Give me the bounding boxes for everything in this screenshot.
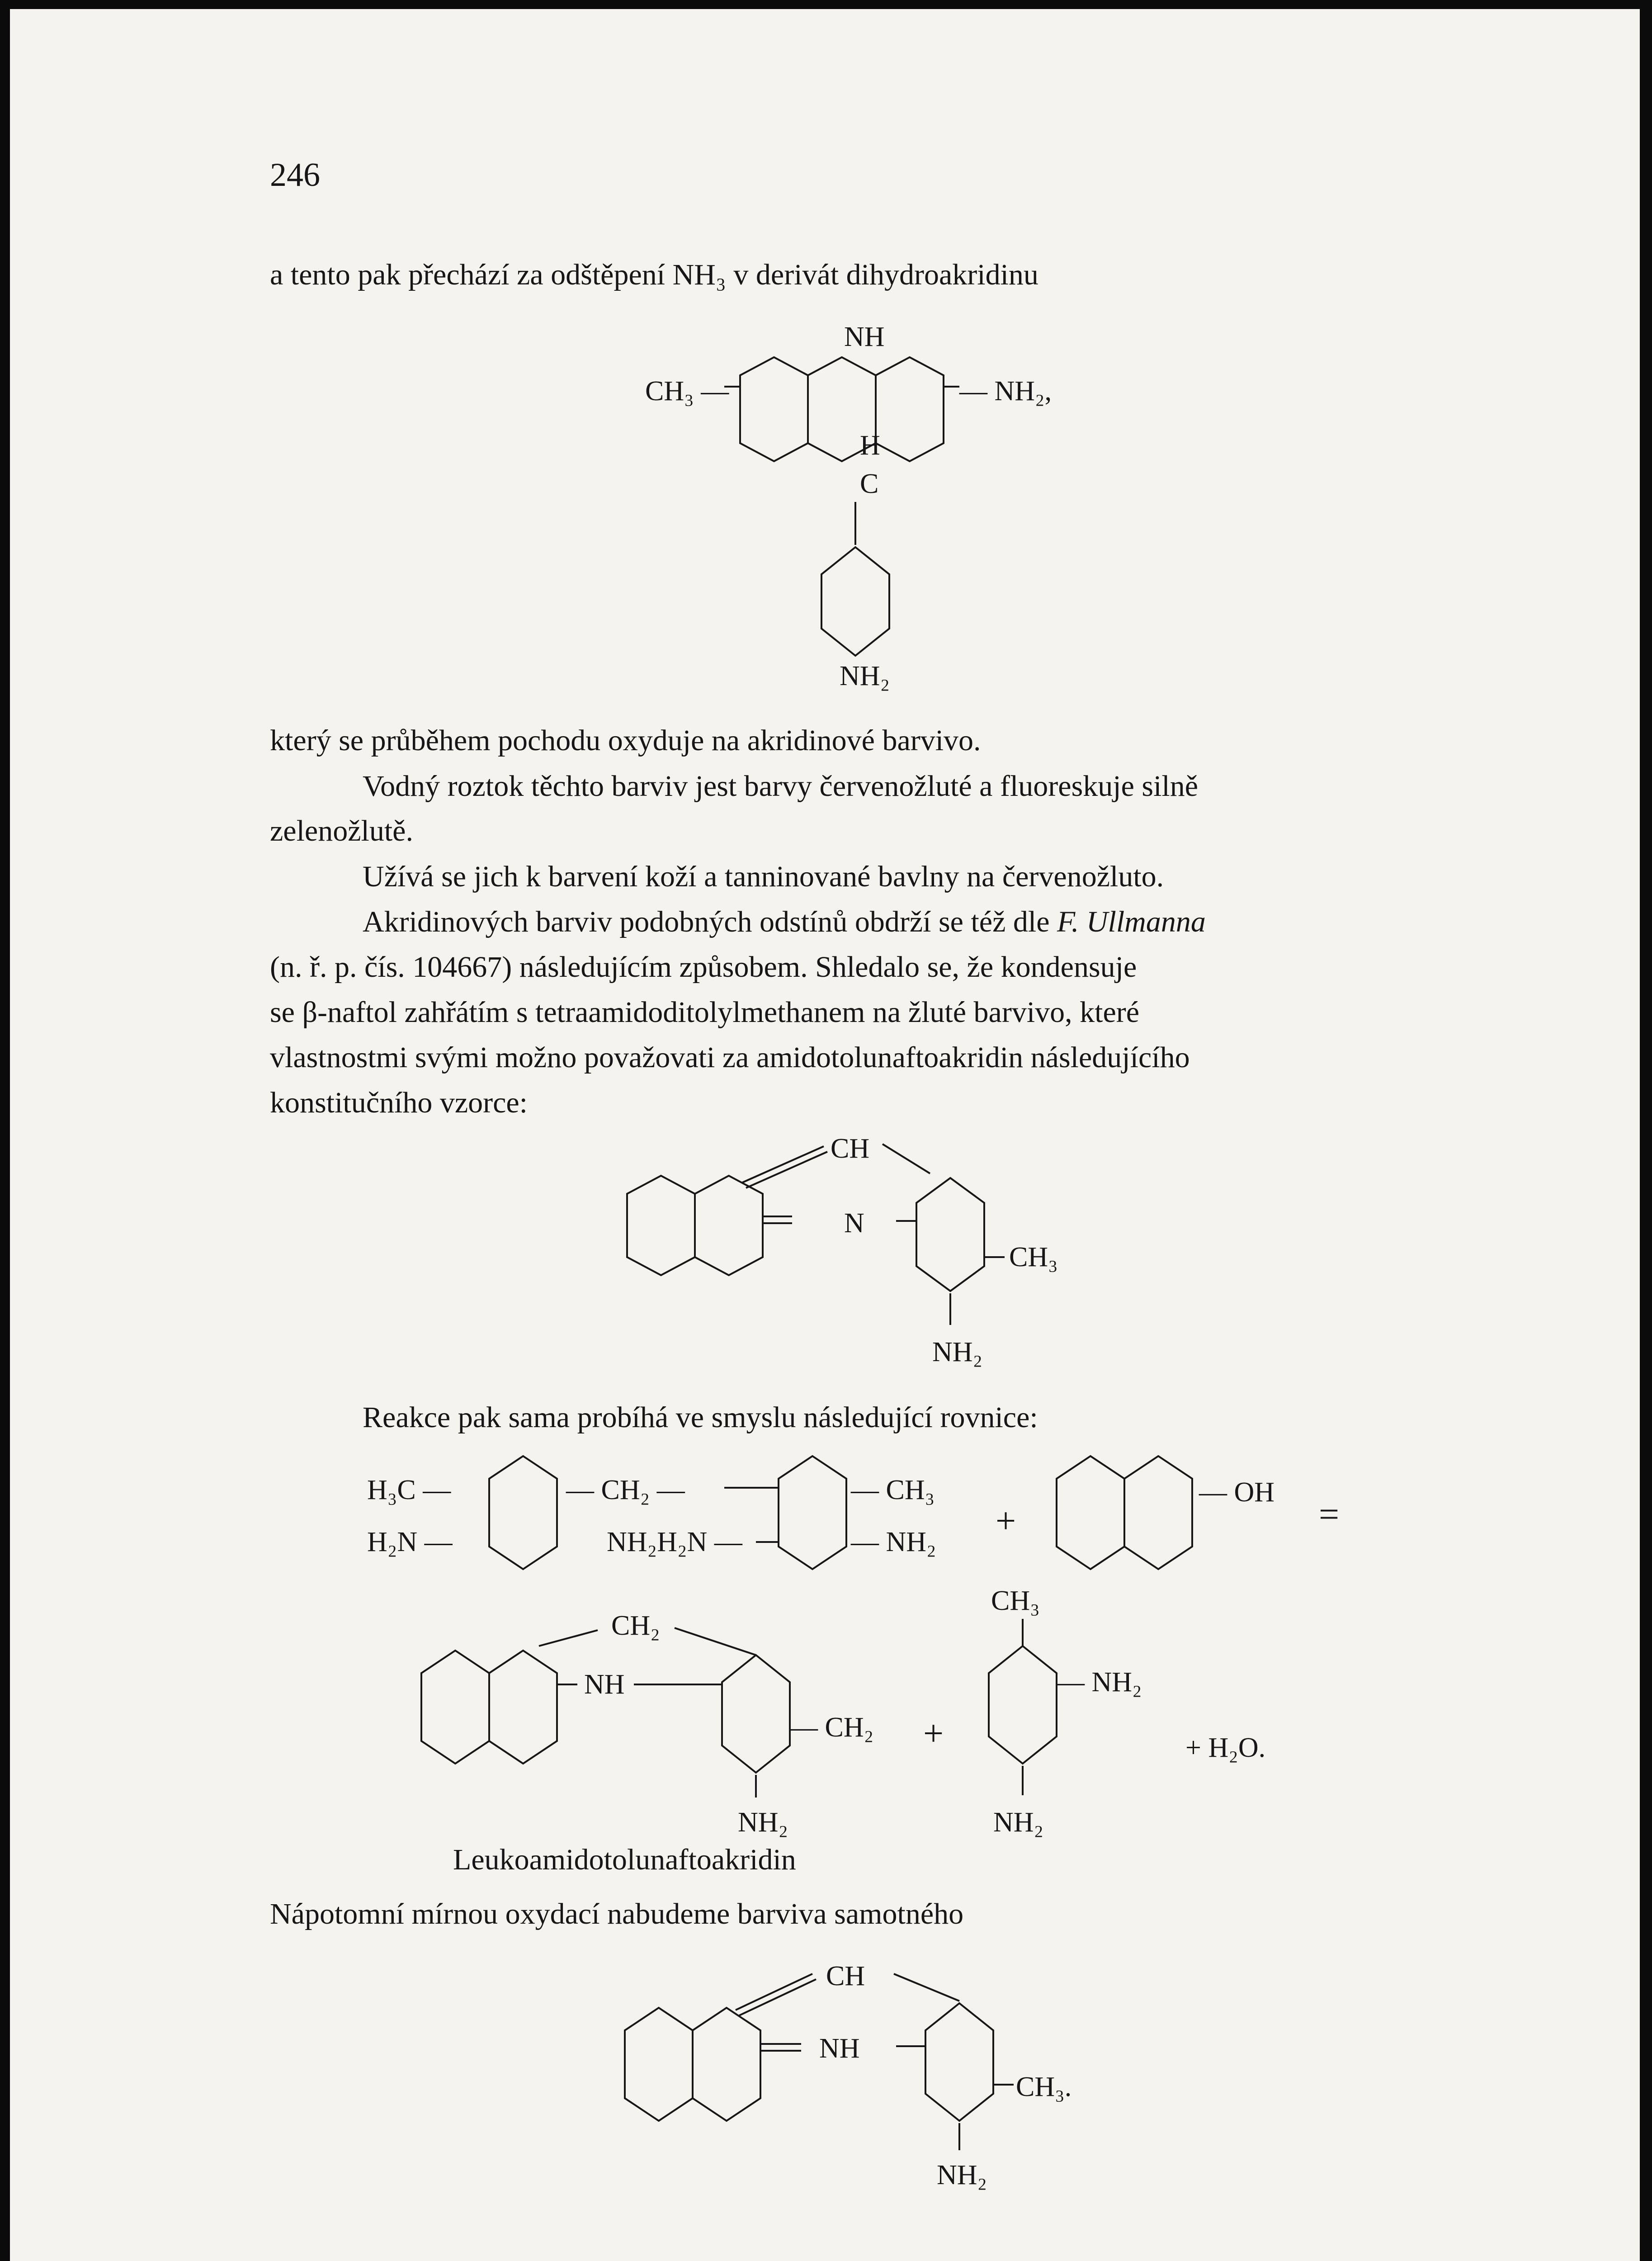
benzene-ring (489, 1456, 557, 1569)
bond-line (894, 1974, 959, 2001)
label-nh2: NH₂ (840, 661, 890, 691)
label-h: H (860, 430, 880, 461)
text-line: vlastnostmi svými možno považovati za amidotolunaftoakridin následujícího (270, 1041, 1190, 1074)
author-name: F. Ullmanna (1057, 905, 1206, 938)
text-line: zelenožlutě. (270, 814, 413, 847)
naphthalene-ring (1057, 1456, 1124, 1569)
label-nh: NH (584, 1669, 625, 1700)
bond-line (883, 1144, 930, 1173)
text-line: Užívá se jich k barvení koží a tanninované bavlny na červenožluto. (363, 860, 1164, 893)
label-plus-h2o: + H₂O. (1185, 1732, 1266, 1763)
double-bond (739, 1979, 816, 2015)
formula-reactants (367, 1456, 1339, 1569)
page-number: 246 (270, 156, 320, 194)
label-nh: NH (844, 322, 885, 352)
plus-sign: + (996, 1501, 1016, 1541)
label-ch2: — CH₂ — (566, 1475, 685, 1505)
label-nh2h2n: NH₂H₂N — (607, 1527, 742, 1557)
text-line: konstitučního vzorce: (270, 1086, 528, 1119)
formula-dihydroacridine (645, 322, 1052, 691)
text-line: který se průběhem pochodu oxyduje na akridinové barvivo. (270, 724, 981, 757)
formula-products (421, 1585, 1265, 1838)
naphthalene-ring (489, 1651, 557, 1764)
label-nh2: — NH₂ (1057, 1667, 1142, 1698)
benzene-ring (740, 357, 808, 461)
benzene-ring (779, 1456, 846, 1569)
naphthalene-ring (695, 1176, 763, 1275)
label-nh2: — NH₂ (851, 1527, 936, 1557)
label-h2n: H₂N — (367, 1527, 453, 1557)
equals-sign: = (1319, 1495, 1340, 1534)
bond-line (675, 1628, 756, 1655)
document-page (10, 9, 1640, 2261)
label-nh2: — NH₂, (959, 376, 1052, 407)
formula-caption: Leukoamidotolunaftoakridin (453, 1843, 796, 1876)
formula-amidotolunaphthoacridine (627, 1133, 1058, 1367)
label-nh2: NH₂ (738, 1807, 788, 1838)
label-ch: CH (826, 1961, 865, 1991)
label-ch3: CH₃ — (645, 376, 729, 407)
label-n: N (844, 1208, 864, 1239)
text-line: Vodný roztok těchto barviv jest barvy červenožluté a fluoreskuje silně (363, 770, 1199, 803)
benzene-ring (925, 2003, 993, 2121)
label-c: C (860, 468, 879, 499)
label-ch3: CH₃ (1009, 1242, 1058, 1272)
naphthalene-ring (1124, 1456, 1192, 1569)
label-ch: CH (831, 1133, 870, 1164)
label-nh: NH (819, 2033, 860, 2064)
benzene-ring (722, 1655, 790, 1773)
label-ch2: CH₂ (611, 1610, 660, 1641)
text-line: (n. ř. p. čís. 104667) následujícím způsobem. Shledalo se, že kondensuje (270, 951, 1137, 984)
label-ch2: — CH₂ (790, 1712, 874, 1743)
text-span: Akridinových barviv podobných odstínů obdrží se též dle (363, 905, 1057, 938)
benzene-ring (876, 357, 944, 461)
label-ch3: CH₃. (1016, 2072, 1072, 2102)
double-bond (736, 1974, 812, 2010)
naphthalene-ring (625, 2008, 693, 2121)
naphthalene-ring (421, 1651, 489, 1764)
label-ch3: — CH₃ (851, 1475, 935, 1505)
label-nh2: NH₂ (932, 1337, 983, 1367)
label-oh: — OH (1199, 1477, 1275, 1508)
label-nh2: NH₂ (993, 1807, 1044, 1838)
text-line: Reakce pak sama probíhá ve smyslu následující rovnice: (363, 1401, 1038, 1434)
naphthalene-ring (693, 2008, 760, 2121)
naphthalene-ring (627, 1176, 695, 1275)
benzene-ring (989, 1646, 1057, 1764)
label-ch3: CH₃ (991, 1585, 1040, 1616)
text-line: a tento pak přechází za odštěpení NH₃ v derivát dihydroakridinu (270, 258, 1038, 291)
double-bond (742, 1146, 824, 1183)
plus-sign: + (923, 1714, 944, 1754)
benzene-ring (821, 547, 889, 656)
double-bond (746, 1152, 827, 1188)
bond-line (539, 1630, 598, 1646)
text-line: se β-naftol zahřátím s tetraamidoditolylmethanem na žluté barvivo, které (270, 996, 1140, 1029)
label-h3c: H₃C — (367, 1475, 451, 1505)
formula-dye (625, 1961, 1071, 2190)
label-nh2: NH₂ (937, 2160, 987, 2190)
formula-drawings (10, 9, 1640, 2261)
benzene-ring (916, 1178, 984, 1291)
text-line: Nápotomní mírnou oxydací nabudeme barviva samotného (270, 1897, 964, 1930)
